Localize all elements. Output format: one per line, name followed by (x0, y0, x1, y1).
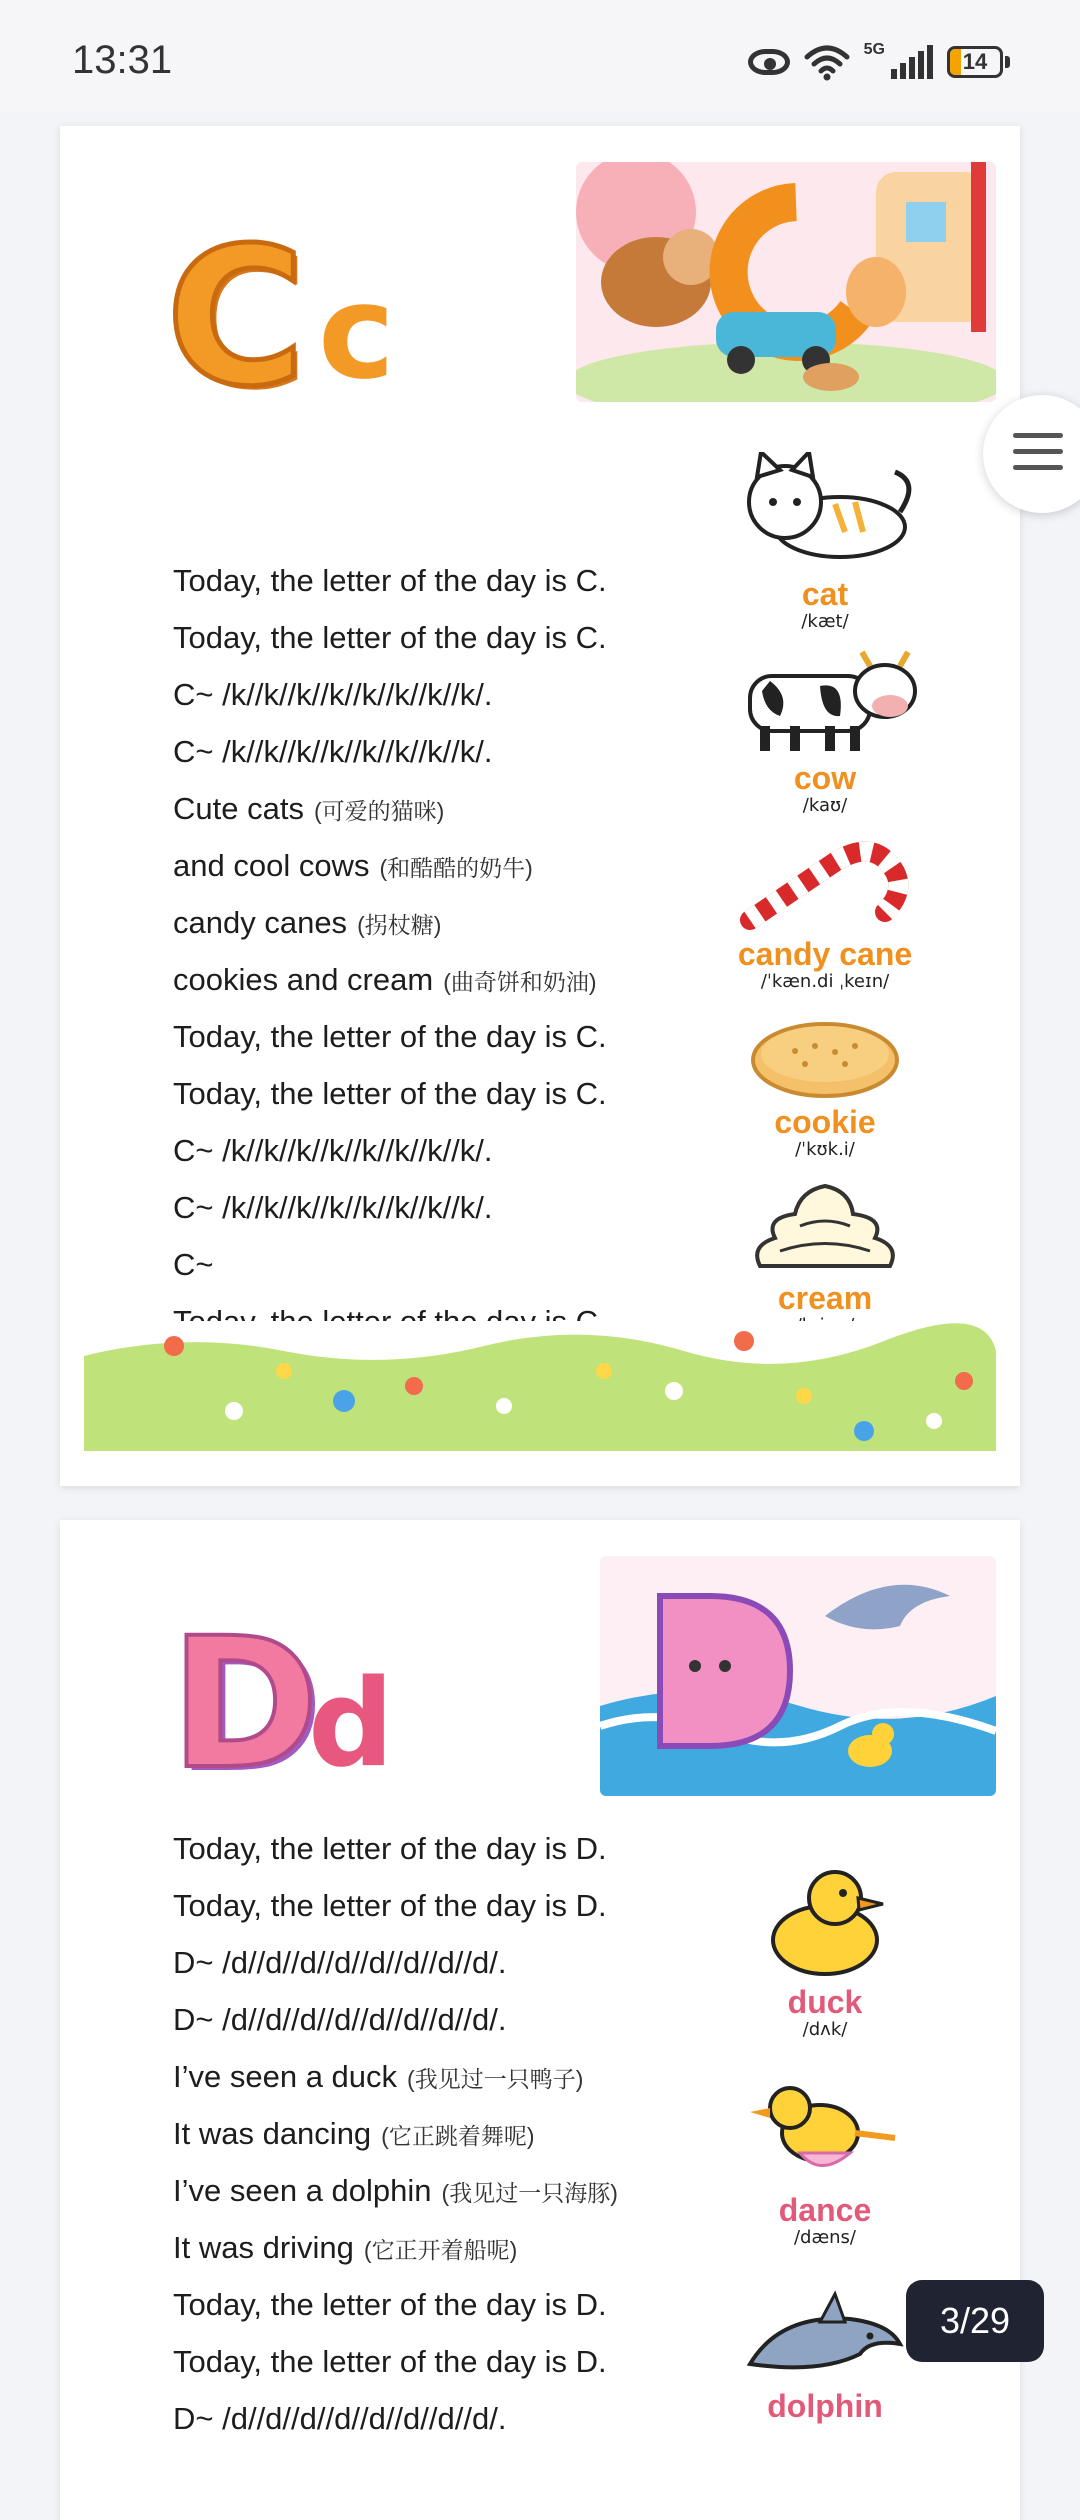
lyric-line: C~ /k//k//k//k//k//k//k//k/. (173, 734, 493, 769)
letter-d-lowercase: d (308, 1655, 394, 1794)
lyric-line: Today, the letter of the day is D. (173, 1831, 607, 1866)
lyrics-c (173, 552, 607, 1407)
lyric-line: C~ /k//k//k//k//k//k//k//k/. (173, 1133, 493, 1168)
dolphin-icon (740, 2284, 910, 2384)
vocab-word: cat (801, 576, 849, 612)
cow-icon (730, 646, 920, 756)
eye-icon (748, 49, 790, 75)
vocab-ipa: /kæt/ (801, 611, 849, 632)
status-bar (0, 0, 1080, 112)
vocab-ipa: /ˈkæn.di ˌkeɪn/ (760, 971, 890, 992)
letter-d-uppercase: D (170, 1600, 320, 1809)
vocab-word: cream (777, 1280, 873, 1316)
vocab-cow (705, 646, 945, 817)
lyric-line: It was driving (它正开着船呢) (173, 2230, 518, 2265)
lyric-line: C~ /k//k//k//k//k//k//k//k/. (173, 1190, 493, 1225)
battery-icon (947, 46, 1010, 78)
lyric-line: and cool cows (和酷酷的奶牛) (173, 848, 533, 883)
lyric-line: Today, the letter of the day is C. (173, 1076, 607, 1111)
vocab-ipa: /kaʊ/ (802, 795, 848, 816)
vocab-candy-cane (705, 832, 945, 993)
vocab-word: dolphin (767, 2388, 883, 2424)
page-indicator[interactable]: 3/29 (906, 2280, 1044, 2362)
lyric-line: Today, the letter of the day is D. (173, 1888, 607, 1923)
cream-icon (745, 1176, 905, 1276)
network-type: 5G (863, 41, 885, 58)
cat-icon (735, 452, 915, 572)
lyrics-d (173, 1820, 618, 2447)
candy-cane-icon (735, 832, 915, 932)
lyric-line: candy canes (拐杖糖) (173, 905, 442, 940)
lyric-line: I’ve seen a dolphin (我见过一只海豚) (173, 2173, 618, 2208)
lyric-line: Cute cats (可爱的猫咪) (173, 791, 445, 826)
duck-icon (755, 1860, 895, 1980)
hamburger-menu-icon (1013, 433, 1063, 481)
meadow-illustration (84, 1321, 996, 1451)
lyric-line: C~ (173, 1247, 214, 1282)
dancing-duck-icon (745, 2078, 905, 2188)
lyric-line: Today, the letter of the day is C. (173, 1019, 607, 1054)
vocab-word: candy cane (737, 936, 913, 972)
page-letter-c (60, 126, 1020, 1486)
status-time: 13:31 (72, 38, 173, 82)
lyric-line: D~ /d//d//d//d//d//d//d//d/. (173, 2401, 507, 2436)
letter-c-illustration (576, 162, 996, 402)
signal-icon (891, 45, 933, 79)
page-letter-d (60, 1520, 1020, 2520)
lyric-line: Today, the letter of the day is C. (173, 620, 607, 655)
vocab-ipa: /ˈkʊk.i/ (795, 1139, 855, 1160)
lyric-line: cookies and cream (曲奇饼和奶油) (173, 962, 597, 997)
letter-d-illustration (600, 1556, 996, 1796)
lyric-line: D~ /d//d//d//d//d//d//d//d/. (173, 2002, 507, 2037)
vocab-dance (705, 2078, 945, 2249)
wifi-icon (804, 43, 850, 81)
cookie-icon (745, 1016, 905, 1100)
vocab-duck (705, 1860, 945, 2041)
lyric-line: Today, the letter of the day is D. (173, 2287, 607, 2322)
lyric-line: Today, the letter of the day is D. (173, 2344, 607, 2379)
lyric-line: C~ /k//k//k//k//k//k//k//k/. (173, 677, 493, 712)
letter-c-uppercase: C (166, 207, 306, 428)
vocab-ipa: /dʌk/ (802, 2019, 848, 2040)
lyric-line: It was dancing (它正跳着舞呢) (173, 2116, 535, 2151)
vocab-word: duck (787, 1984, 863, 2020)
letter-c-lowercase: c (318, 256, 396, 408)
vocab-cream (705, 1176, 945, 1337)
vocab-word: cow (793, 760, 857, 796)
lyric-line: I’ve seen a duck (我见过一只鸭子) (173, 2059, 584, 2094)
vocab-word: dance (778, 2192, 872, 2228)
vocab-word: cookie (774, 1104, 876, 1140)
status-icons (748, 40, 1010, 84)
vocab-ipa: /dæns/ (793, 2227, 856, 2248)
lyric-line: Today, the letter of the day is C. (173, 563, 607, 598)
vocab-cat (705, 452, 945, 633)
vocab-cookie (705, 1016, 945, 1161)
lyric-line: D~ /d//d//d//d//d//d//d//d/. (173, 1945, 507, 1980)
battery-level: 14 (962, 49, 988, 74)
